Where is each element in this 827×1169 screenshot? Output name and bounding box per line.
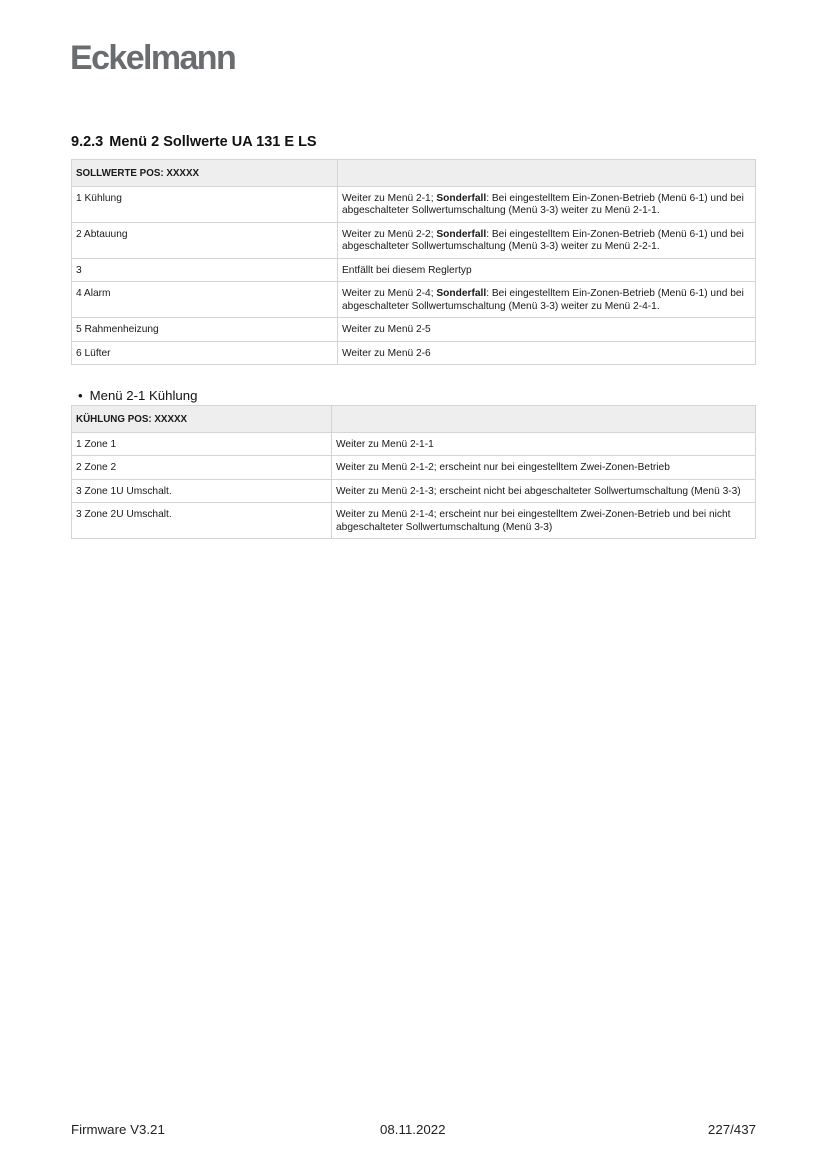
table-row: [72, 341, 756, 365]
special-case-label: Sonderfall: [436, 228, 487, 240]
setpoints-menu-table: [71, 159, 756, 365]
description-cell: [338, 186, 756, 222]
footer-page-number: 227/437: [707, 1122, 756, 1137]
table-row: [72, 318, 756, 342]
table-header-cell: KÜHLUNG POS: XXXXX: [72, 406, 332, 433]
menu-item-cell: 2 Abtauung: [72, 222, 338, 258]
description-text: : Bei eingestelltem Ein-Zonen-Betrieb (Menü 6-1) und bei abgeschalteter Sollwertumschaltung (Menü 3-3) weiter zu Menü 2-1-1.: [342, 192, 744, 216]
section-number: 9.2.3: [71, 134, 104, 150]
table-header-row: [72, 406, 756, 433]
company-logo: Eckelmann: [70, 39, 236, 77]
special-case-label: Sonderfall: [436, 192, 487, 204]
description-cell: Weiter zu Menü 2-5: [338, 318, 756, 342]
description-cell: Weiter zu Menü 2-1-3; erscheint nicht bei abgeschalteter Sollwertumschaltung (Menü 3-3): [332, 479, 756, 503]
section-title-text: Menü 2 Sollwerte UA 131 E LS: [109, 134, 317, 150]
menu-item-cell: 4 Alarm: [72, 282, 338, 318]
description-cell: Weiter zu Menü 2-1-4; erscheint nur bei eingestelltem Zwei-Zonen-Betrieb und bei nicht abgeschalteter Sollwertumschaltung (Menü 3-3): [332, 503, 756, 539]
table-row: [72, 456, 756, 480]
subsection-heading: [78, 388, 197, 403]
table-row: [72, 503, 756, 539]
footer-firmware-version: Firmware V3.21: [71, 1122, 165, 1137]
table-header-row: [72, 160, 756, 187]
menu-item-cell: 5 Rahmenheizung: [72, 318, 338, 342]
footer-date: 08.11.2022: [380, 1122, 446, 1137]
description-cell: [338, 282, 756, 318]
table-header-cell: [332, 406, 756, 433]
subsection-title: Menü 2-1 Kühlung: [89, 388, 198, 403]
bullet-icon: •: [78, 388, 83, 403]
description-cell: Weiter zu Menü 2-6: [338, 341, 756, 365]
description-text: Weiter zu Menü 2-1;: [342, 192, 437, 204]
table-row: [72, 258, 756, 282]
description-text: Weiter zu Menü 2-4;: [342, 288, 437, 299]
description-text: Weiter zu Menü 2-2;: [342, 228, 437, 240]
menu-item-cell: 1 Kühlung: [72, 186, 338, 222]
description-text: : Bei eingestelltem Ein-Zonen-Betrieb (Menü 6-1) und bei abgeschalteter Sollwertumschaltung (Menü 3-3) weiter zu Menü 2-4-1.: [342, 288, 744, 312]
description-cell: Weiter zu Menü 2-1-1: [332, 432, 756, 456]
menu-item-cell: 6 Lüfter: [72, 341, 338, 365]
menu-item-cell: 2 Zone 2: [72, 456, 332, 480]
table-row: [72, 282, 756, 318]
description-cell: Entfällt bei diesem Reglertyp: [338, 258, 756, 282]
description-cell: [338, 222, 756, 258]
table-row: [72, 479, 756, 503]
table-row: [72, 186, 756, 222]
special-case-label: Sonderfall: [436, 288, 487, 299]
table-header-cell: [338, 160, 756, 187]
menu-item-cell: 3 Zone 1U Umschalt.: [72, 479, 332, 503]
table-row: [72, 432, 756, 456]
table-row: [72, 222, 756, 258]
menu-item-cell: 3 Zone 2U Umschalt.: [72, 503, 332, 539]
menu-item-cell: 3: [72, 258, 338, 282]
description-cell: Weiter zu Menü 2-1-2; erscheint nur bei eingestelltem Zwei-Zonen-Betrieb: [332, 456, 756, 480]
cooling-menu-table: [71, 405, 756, 539]
section-title: [71, 134, 317, 150]
description-text: : Bei eingestelltem Ein-Zonen-Betrieb (Menü 6-1) und bei abgeschalteter Sollwertumschaltung (Menü 3-3) weiter zu Menü 2-2-1.: [342, 228, 744, 252]
menu-item-cell: 1 Zone 1: [72, 432, 332, 456]
table-header-cell: SOLLWERTE POS: XXXXX: [72, 160, 338, 187]
